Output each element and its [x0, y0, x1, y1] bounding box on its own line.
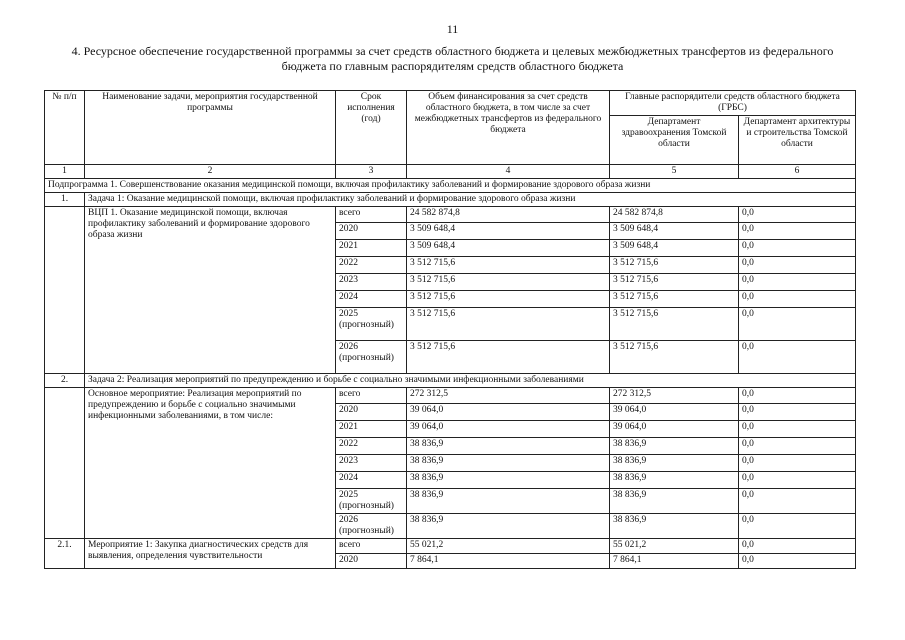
dept-health-cell: 3 512 715,6: [610, 291, 739, 308]
header-dept-health: Департамент здравоохранения Томской области: [610, 116, 739, 165]
period-cell: 2020: [336, 554, 407, 569]
total-cell: 3 512 715,6: [407, 308, 610, 341]
dept-health-cell: 3 512 715,6: [610, 308, 739, 341]
total-cell: 3 512 715,6: [407, 341, 610, 374]
dept-health-cell: 38 836,9: [610, 472, 739, 489]
period-cell: 2021: [336, 240, 407, 257]
period-cell: 2023: [336, 455, 407, 472]
period-cell: 2026 (прогнозный): [336, 514, 407, 539]
dept-arch-cell: 0,0: [739, 274, 856, 291]
dept-health-cell: 38 836,9: [610, 455, 739, 472]
col-num-6: 6: [739, 165, 856, 179]
total-cell: 7 864,1: [407, 554, 610, 569]
col-num-4: 4: [407, 165, 610, 179]
task-number: 2.: [45, 374, 85, 388]
dept-health-cell: 38 836,9: [610, 438, 739, 455]
dept-arch-cell: 0,0: [739, 421, 856, 438]
table-row: [45, 207, 856, 223]
total-cell: 38 836,9: [407, 455, 610, 472]
period-cell: 2024: [336, 472, 407, 489]
dept-arch-cell: 0,0: [739, 341, 856, 374]
dept-health-cell: 3 512 715,6: [610, 274, 739, 291]
row-number: [45, 207, 85, 374]
dept-arch-cell: 0,0: [739, 308, 856, 341]
period-cell: всего: [336, 539, 407, 554]
period-cell: 2020: [336, 404, 407, 421]
task-title: Задача 2: Реализация мероприятий по предупреждению и борьбе с социально значимыми инфекционными заболеваниями: [85, 374, 856, 388]
dept-health-cell: 55 021,2: [610, 539, 739, 554]
dept-arch-cell: 0,0: [739, 257, 856, 274]
total-cell: 39 064,0: [407, 404, 610, 421]
total-cell: 3 512 715,6: [407, 257, 610, 274]
row-number: [45, 388, 85, 539]
period-cell: 2023: [336, 274, 407, 291]
item-name: Основное мероприятие: Реализация мероприятий по предупреждению и борьбе с социально значимыми инфекционными заболеваниями, в том числе:: [85, 388, 336, 539]
dept-arch-cell: 0,0: [739, 455, 856, 472]
total-cell: 3 512 715,6: [407, 291, 610, 308]
dept-arch-cell: 0,0: [739, 404, 856, 421]
dept-health-cell: 3 512 715,6: [610, 257, 739, 274]
dept-health-cell: 7 864,1: [610, 554, 739, 569]
header-funding: Объем финансирования за счет средств областного бюджета, в том числе за счет межбюджетных трансфертов из федерального бюджета: [407, 91, 610, 165]
dept-arch-cell: 0,0: [739, 223, 856, 240]
period-cell: 2022: [336, 257, 407, 274]
dept-health-cell: 272 312,5: [610, 388, 739, 404]
total-cell: 3 512 715,6: [407, 274, 610, 291]
dept-arch-cell: 0,0: [739, 554, 856, 569]
header-num: № п/п: [45, 91, 85, 165]
dept-health-cell: 38 836,9: [610, 514, 739, 539]
dept-health-cell: 39 064,0: [610, 421, 739, 438]
dept-health-cell: 38 836,9: [610, 489, 739, 514]
resource-table: [44, 90, 856, 569]
dept-arch-cell: 0,0: [739, 489, 856, 514]
col-num-5: 5: [610, 165, 739, 179]
dept-health-cell: 39 064,0: [610, 404, 739, 421]
item-name: Мероприятие 1: Закупка диагностических средств для выявления, определения чувствительности: [85, 539, 336, 569]
header-grbs: Главные распорядители средств областного бюджета (ГРБС): [610, 91, 856, 116]
col-num-2: 2: [85, 165, 336, 179]
dept-arch-cell: 0,0: [739, 240, 856, 257]
header-dept-arch: Департамент архитектуры и строительства Томской области: [739, 116, 856, 165]
header-name: Наименование задачи, мероприятия государственной программы: [85, 91, 336, 165]
dept-health-cell: 3 509 648,4: [610, 223, 739, 240]
total-cell: 38 836,9: [407, 438, 610, 455]
period-cell: 2025 (прогнозный): [336, 489, 407, 514]
document-heading: 4. Ресурсное обеспечение государственной программы за счет средств областного бюджета и целевых межбюджетных трансфертов из федерального бюджета по главным распорядителям средств областного бюджета: [71, 44, 834, 73]
dept-arch-cell: 0,0: [739, 539, 856, 554]
total-cell: 3 509 648,4: [407, 223, 610, 240]
total-cell: 24 582 874,8: [407, 207, 610, 223]
dept-health-cell: 3 509 648,4: [610, 240, 739, 257]
header-period: Срок исполнения (год): [336, 91, 407, 165]
dept-arch-cell: 0,0: [739, 514, 856, 539]
dept-arch-cell: 0,0: [739, 472, 856, 489]
col-num-1: 1: [45, 165, 85, 179]
period-cell: 2025 (прогнозный): [336, 308, 407, 341]
period-cell: 2022: [336, 438, 407, 455]
item-name: ВЦП 1. Оказание медицинской помощи, включая профилактику заболеваний и формирование здорового образа жизни: [85, 207, 336, 374]
period-cell: 2026 (прогнозный): [336, 341, 407, 374]
total-cell: 38 836,9: [407, 472, 610, 489]
period-cell: 2021: [336, 421, 407, 438]
period-cell: 2020: [336, 223, 407, 240]
dept-health-cell: 24 582 874,8: [610, 207, 739, 223]
table-row: [45, 539, 856, 554]
page-number: 11: [446, 22, 459, 36]
dept-arch-cell: 0,0: [739, 388, 856, 404]
total-cell: 39 064,0: [407, 421, 610, 438]
dept-health-cell: 3 512 715,6: [610, 341, 739, 374]
total-cell: 38 836,9: [407, 514, 610, 539]
total-cell: 55 021,2: [407, 539, 610, 554]
subprogram-row: Подпрограмма 1. Совершенствование оказания медицинской помощи, включая профилактику заболеваний и формирование здорового образа жизни: [45, 179, 856, 193]
total-cell: 3 509 648,4: [407, 240, 610, 257]
total-cell: 38 836,9: [407, 489, 610, 514]
table-row: [45, 388, 856, 404]
dept-arch-cell: 0,0: [739, 291, 856, 308]
row-number: 2.1.: [45, 539, 85, 569]
period-cell: 2024: [336, 291, 407, 308]
period-cell: всего: [336, 207, 407, 223]
period-cell: всего: [336, 388, 407, 404]
task-title: Задача 1: Оказание медицинской помощи, включая профилактику заболеваний и формирование здорового образа жизни: [85, 193, 856, 207]
task-number: 1.: [45, 193, 85, 207]
dept-arch-cell: 0,0: [739, 207, 856, 223]
total-cell: 272 312,5: [407, 388, 610, 404]
dept-arch-cell: 0,0: [739, 438, 856, 455]
col-num-3: 3: [336, 165, 407, 179]
